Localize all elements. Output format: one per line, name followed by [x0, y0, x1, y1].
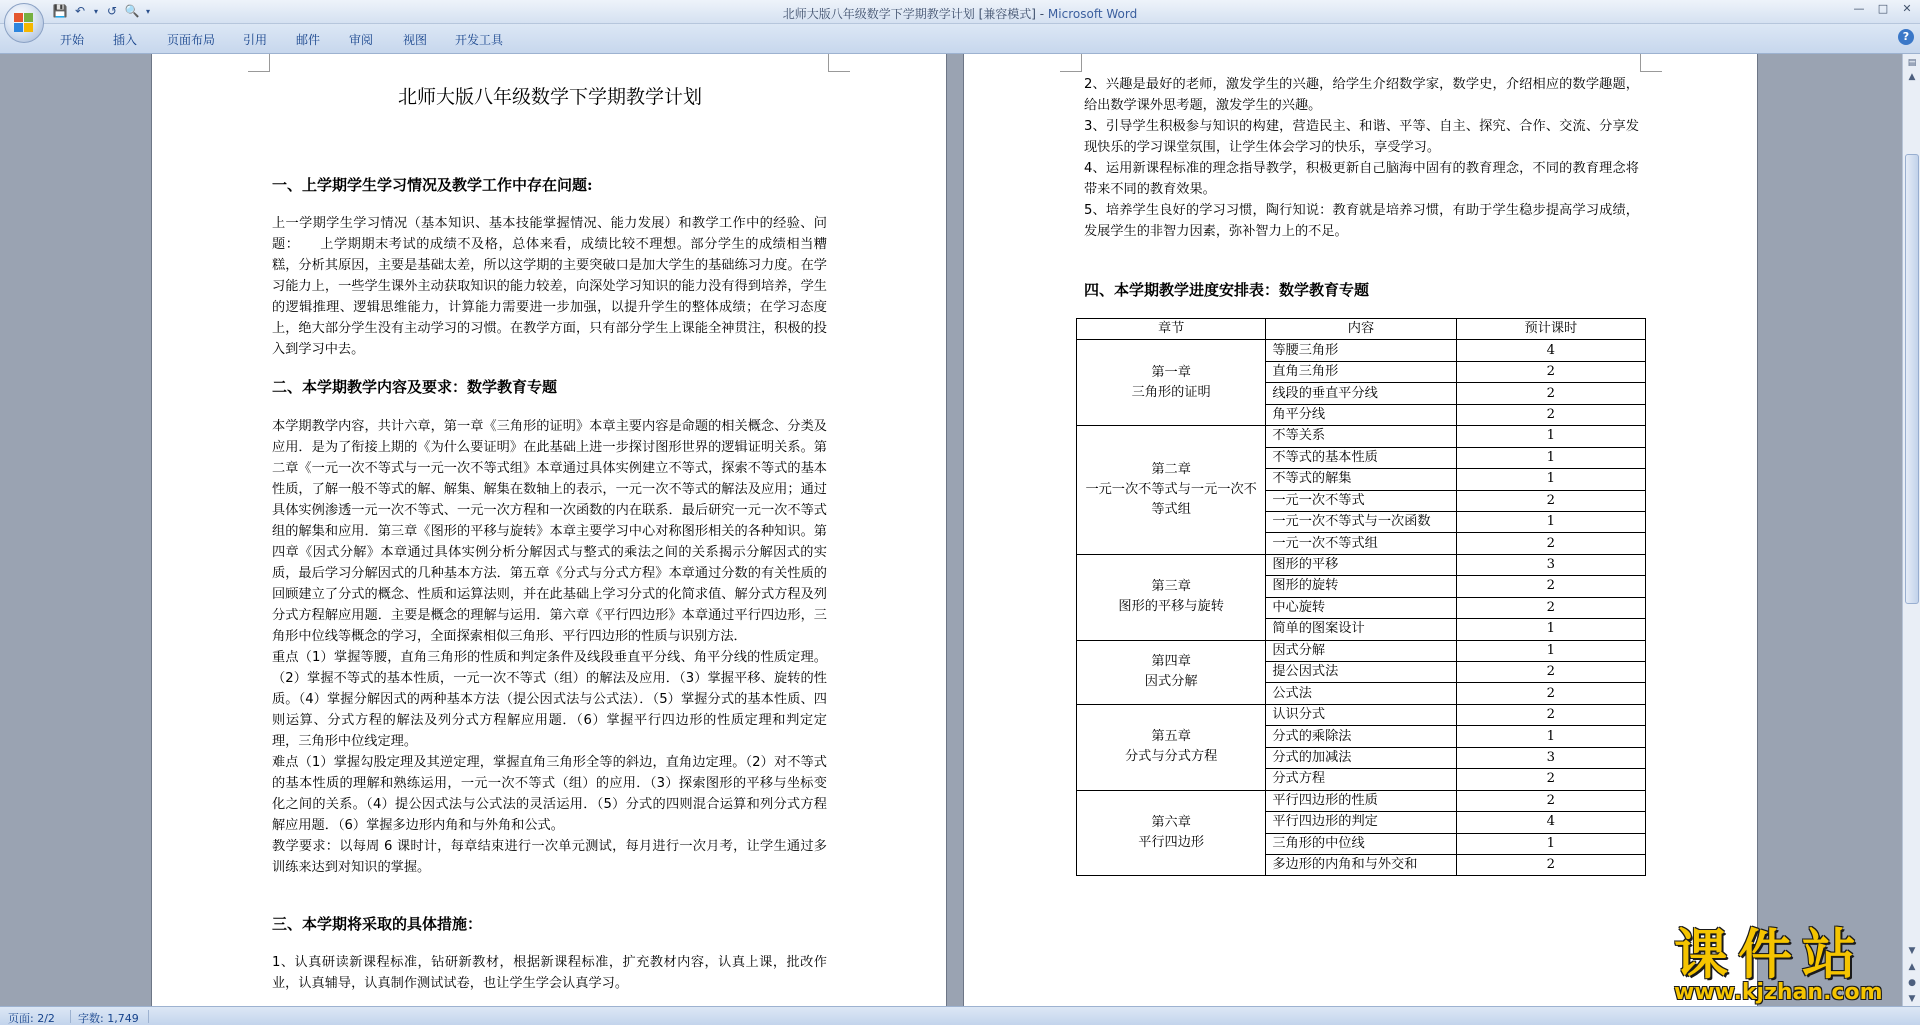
tab-view[interactable]: 视图 [403, 33, 428, 47]
office-button[interactable] [4, 3, 44, 43]
status-separator [148, 1010, 149, 1023]
section-heading-4: 四、本学期教学进度安排表：数学教育专题 [1084, 281, 1370, 299]
chapter-number: 第五章 [1151, 729, 1191, 745]
table-header-row [1077, 319, 1646, 340]
hours-cell: 4 [1456, 812, 1645, 833]
topic-cell: 不等式的解集 [1266, 469, 1456, 490]
topic-cell: 等腰三角形 [1266, 340, 1456, 361]
hours-cell: 3 [1456, 747, 1645, 768]
topic-cell: 不等式的基本性质 [1266, 447, 1456, 468]
ruler-toggle-icon[interactable]: ▤ [1907, 58, 1917, 68]
topic-cell: 线段的垂直平分线 [1266, 383, 1456, 404]
hours-cell: 2 [1456, 533, 1645, 554]
watermark-text: 课件站 [1674, 922, 1866, 986]
word-count[interactable]: 字数: 1,749 [78, 1012, 139, 1025]
tab-home[interactable]: 开始 [60, 33, 85, 47]
hours-cell: 2 [1456, 490, 1645, 511]
table-row [1077, 426, 1646, 447]
table-header-cell: 预计课时 [1456, 319, 1645, 340]
topic-cell: 一元一次不等式 [1266, 490, 1456, 511]
help-icon[interactable]: ? [1898, 29, 1914, 45]
chapter-number: 第二章 [1151, 462, 1191, 477]
app-name: Microsoft Word [1047, 7, 1138, 21]
scrollbar-thumb[interactable] [1905, 154, 1919, 604]
measure-paragraph: 3、引导学生积极参与知识的构建，营造民主、和谐、平等、自主、探究、合作、交流、分享发现快乐的学习课堂氛围，让学生体会学习的快乐，享受学习。 [1084, 119, 1639, 155]
title-bar [0, 0, 1920, 24]
chapter-cell [1077, 554, 1266, 640]
chapter-cell [1077, 640, 1266, 704]
crop-mark [248, 54, 270, 72]
status-separator [70, 1010, 71, 1023]
crop-mark [1640, 54, 1662, 72]
table-header-cell: 内容 [1266, 319, 1456, 340]
tab-references[interactable]: 引用 [243, 33, 268, 47]
hours-cell: 1 [1456, 833, 1645, 854]
hours-cell: 2 [1456, 383, 1645, 404]
undo-dropdown-icon[interactable]: ▾ [93, 6, 98, 16]
office-logo-icon [14, 13, 34, 33]
chapter-number: 第一章 [1151, 364, 1191, 380]
hours-cell: 2 [1456, 662, 1645, 683]
schedule-table [1076, 318, 1646, 876]
page-1[interactable] [151, 54, 947, 1006]
tab-insert[interactable]: 插入 [113, 33, 138, 47]
topic-cell: 一元一次不等式组 [1266, 533, 1456, 554]
table-row [1077, 554, 1646, 575]
tab-mailings[interactable]: 邮件 [296, 33, 321, 47]
chapter-title: 分式与分式方程 [1125, 749, 1218, 765]
chapter-cell [1077, 426, 1266, 555]
tab-developer[interactable]: 开发工具 [455, 33, 504, 47]
topic-cell: 简单的图案设计 [1266, 619, 1456, 640]
topic-cell: 三角形的中位线 [1266, 833, 1456, 854]
chapter-title: 一元一次不等式与一元一次不等式组 [1085, 482, 1257, 517]
status-bar [0, 1006, 1920, 1025]
topic-cell: 平行四边形的判定 [1266, 812, 1456, 833]
section-heading-2: 二、本学期教学内容及要求：数学教育专题 [272, 378, 558, 396]
customize-toolbar-icon[interactable]: ▾ [145, 6, 150, 16]
chapter-title: 因式分解 [1144, 674, 1198, 690]
hours-cell: 1 [1456, 640, 1645, 661]
select-browse-object-icon[interactable]: ● [1908, 978, 1916, 988]
hours-cell: 2 [1456, 769, 1645, 790]
hours-cell: 4 [1456, 340, 1645, 361]
measure-paragraph: 2、兴趣是最好的老师，激发学生的兴趣，给学生介绍数学家，数学史，介绍相应的数学趣题，给出数学课外思考题，激发学生的兴趣。 [1084, 77, 1639, 113]
table-row [1077, 790, 1646, 811]
hours-cell: 2 [1456, 854, 1645, 875]
document-heading: 北师大版八年级数学下学期教学计划 [397, 86, 702, 108]
scroll-down-icon[interactable]: ▼ [1908, 946, 1916, 956]
chapter-number: 第三章 [1151, 579, 1191, 595]
minimize-icon[interactable]: — [1853, 2, 1865, 15]
hours-cell: 2 [1456, 790, 1645, 811]
topic-cell: 公式法 [1266, 683, 1456, 704]
topic-cell: 认识分式 [1266, 704, 1456, 725]
topic-cell: 多边形的内角和与外交和 [1266, 854, 1456, 875]
topic-cell: 中心旋转 [1266, 597, 1456, 618]
vertical-scrollbar[interactable] [1902, 54, 1920, 1006]
table-row [1077, 640, 1646, 661]
window-controls [1852, 2, 1914, 16]
topic-cell: 分式方程 [1266, 769, 1456, 790]
topic-cell: 因式分解 [1266, 640, 1456, 661]
topic-cell: 图形的旋转 [1266, 576, 1456, 597]
hours-cell: 1 [1456, 426, 1645, 447]
tab-page-layout[interactable]: 页面布局 [167, 33, 216, 47]
topic-cell: 角平分线 [1266, 404, 1456, 425]
chapter-title: 三角形的证明 [1131, 384, 1211, 400]
hours-cell: 1 [1456, 726, 1645, 747]
hours-cell: 2 [1456, 576, 1645, 597]
hours-cell: 3 [1456, 554, 1645, 575]
crop-mark [828, 54, 850, 72]
topic-cell: 图形的平移 [1266, 554, 1456, 575]
hours-cell: 1 [1456, 469, 1645, 490]
topic-cell: 平行四边形的性质 [1266, 790, 1456, 811]
save-icon[interactable]: 💾 [52, 4, 68, 18]
page-2[interactable] [963, 54, 1758, 1006]
requirements-paragraph: 教学要求：以每周 6 课时计，每章结束进行一次单元测试，每月进行一次月考，让学生通过多训练来达到对知识的掌握。 [272, 839, 827, 875]
chapter-number: 第六章 [1151, 815, 1191, 830]
table-header-cell: 章节 [1077, 319, 1266, 340]
hours-cell: 1 [1456, 447, 1645, 468]
paragraph [1084, 74, 1639, 242]
site-watermark [1662, 924, 1902, 1006]
topic-cell: 分式的加减法 [1266, 747, 1456, 768]
window-title [0, 5, 1920, 22]
document-area[interactable] [0, 54, 1902, 1006]
topic-cell: 不等关系 [1266, 426, 1456, 447]
key-points-paragraph: 重点（1）掌握等腰，直角三角形的性质和判定条件及线段垂直平分线、角平分线的性质定理。（2）掌握不等式的基本性质，一元一次不等式（组）的解法及应用．（3）掌握平移、旋转的性质。（4）掌握分解因式的两种基本方法（提公因式法与公式法）．（5）掌握分式的基本性质、四则运算、分式方程的解法及列分式方程解应用题．（6）掌握平行四边形的性质定理和判定定理，三角形中位线定理。 [272, 650, 827, 749]
next-page-icon[interactable]: ▼ [1908, 994, 1916, 1004]
table-row [1077, 704, 1646, 725]
scroll-up-icon[interactable]: ▲ [1908, 72, 1916, 82]
measure-paragraph: 4、运用新课程标准的理念指导教学，积极更新自己脑海中固有的教育理念，不同的教育理念将带来不同的教育效果。 [1084, 161, 1639, 197]
paragraph [272, 416, 827, 878]
hours-cell: 1 [1456, 619, 1645, 640]
tab-review[interactable]: 审阅 [349, 33, 374, 47]
section-heading-1: 一、上学期学生学习情况及教学工作中存在问题: [272, 176, 593, 194]
document-title: 北师大版八年级数学下学期教学计划 [兼容模式] - [782, 7, 1048, 21]
hours-cell: 1 [1456, 511, 1645, 532]
chapter-cell [1077, 704, 1266, 790]
undo-icon[interactable]: ↶ [74, 4, 86, 18]
paragraph: 上一学期学生学习情况（基本知识、基本技能掌握情况、能力发展）和教学工作中的经验、问题： 上学期期末考试的成绩不及格，总体来看，成绩比较不理想。部分学生的成绩相当糟糕，分析其原因，主要是基础太差，所以这学期的主要突破口是加大学生的基础练习力度。在学习能力上，一些学生课外主动获取知识的能力较差，向深处学习知识的能力没有得到培养，学生的逻辑推理、逻辑思维能力，计算能力需要进一步加强，以提升学生的整体成绩；在学习态度上，绝大部分学生没有主动学习的习惯。在教学方面，只有部分学生上课能全神贯注，积极的投入到学习中去。 [272, 216, 827, 357]
content-paragraph: 本学期教学内容，共计六章，第一章《三角形的证明》本章主要内容是命题的相关概念、分类及应用．是为了衔接上期的《为什么要证明》在此基础上进一步探讨图形世界的逻辑证明关系。第二章《一元一次不等式与一元一次不等式组》本章通过具体实例建立不等式，探索不等式的基本性质，了解一般不等式的解、解集、解集在数轴上的表示，一元一次不等式的解法及应用；通过具体实例渗透一元一次不等式、一元一次方程和一次函数的内在联系．最后研究一元一次不等式组的解集和应用．第三章《图形的平移与旋转》本章主要学习中心对称图形相关的各种知识。第四章《因式分解》本章通过具体实例分析分解因式与整式的乘法之间的关系揭示分解因式的实质，最后学习分解因式的几种基本方法．第五章《分式与分式方程》本章通过分数的有关性质的回顾建立了分式的概念、性质和运算法则，并在此基础上学习分式的化简求值、解分式方程及列分式方程解应用题．主要是概念的理解与运用．第六章《平行四边形》本章通过平行四边形，三角形中位线等概念的学习，全面探索相似三角形、平行四边形的性质与识别方法． [272, 419, 827, 644]
topic-cell: 一元一次不等式与一次函数 [1266, 511, 1456, 532]
redo-icon[interactable]: ↺ [106, 4, 118, 18]
previous-page-icon[interactable]: ▲ [1908, 962, 1916, 972]
chapter-number: 第四章 [1151, 654, 1191, 670]
hours-cell: 2 [1456, 704, 1645, 725]
topic-cell: 分式的乘除法 [1266, 726, 1456, 747]
chapter-cell [1077, 790, 1266, 876]
table-row [1077, 340, 1646, 361]
paragraph: 1、认真研读新课程标准，钻研新教材，根据新课程标准，扩充教材内容，认真上课，批改作业，认真辅导，认真制作测试试卷，也让学生学会认真学习。 [272, 955, 827, 991]
topic-cell: 提公因式法 [1266, 662, 1456, 683]
hours-cell: 2 [1456, 597, 1645, 618]
ribbon-tabs [0, 24, 1920, 54]
maximize-icon[interactable]: □ [1877, 2, 1889, 15]
chapter-title: 图形的平移与旋转 [1118, 599, 1224, 615]
topic-cell: 直角三角形 [1266, 361, 1456, 382]
section-heading-3: 三、本学期将采取的具体措施： [272, 915, 483, 933]
chapter-cell [1077, 340, 1266, 426]
watermark-url: www.kjzhan.com [1674, 980, 1883, 1005]
hours-cell: 2 [1456, 361, 1645, 382]
close-icon[interactable]: ✕ [1902, 2, 1912, 15]
chapter-title: 平行四边形 [1138, 835, 1205, 850]
hours-cell: 2 [1456, 404, 1645, 425]
difficulties-paragraph: 难点（1）掌握勾股定理及其逆定理，掌握直角三角形全等的斜边，直角边定理。（2）对不等式的基本性质的理解和熟练运用，一元一次不等式（组）的应用．（3）探索图形的平移与坐标变化之间的关系。（4）提公因式法与公式法的灵活运用．（5）分式的四则混合运算和列分式方程解应用题．（6）掌握多边形内角和与外角和公式。 [272, 755, 827, 833]
hours-cell: 2 [1456, 683, 1645, 704]
measure-paragraph: 5、培养学生良好的学习习惯，陶行知说：教育就是培养习惯，有助于学生稳步提高学习成绩，发展学生的非智力因素，弥补智力上的不足。 [1084, 203, 1639, 239]
page-count[interactable]: 页面: 2/2 [8, 1012, 55, 1025]
print-preview-icon[interactable]: 🔍 [124, 4, 140, 18]
crop-mark [1060, 54, 1082, 72]
